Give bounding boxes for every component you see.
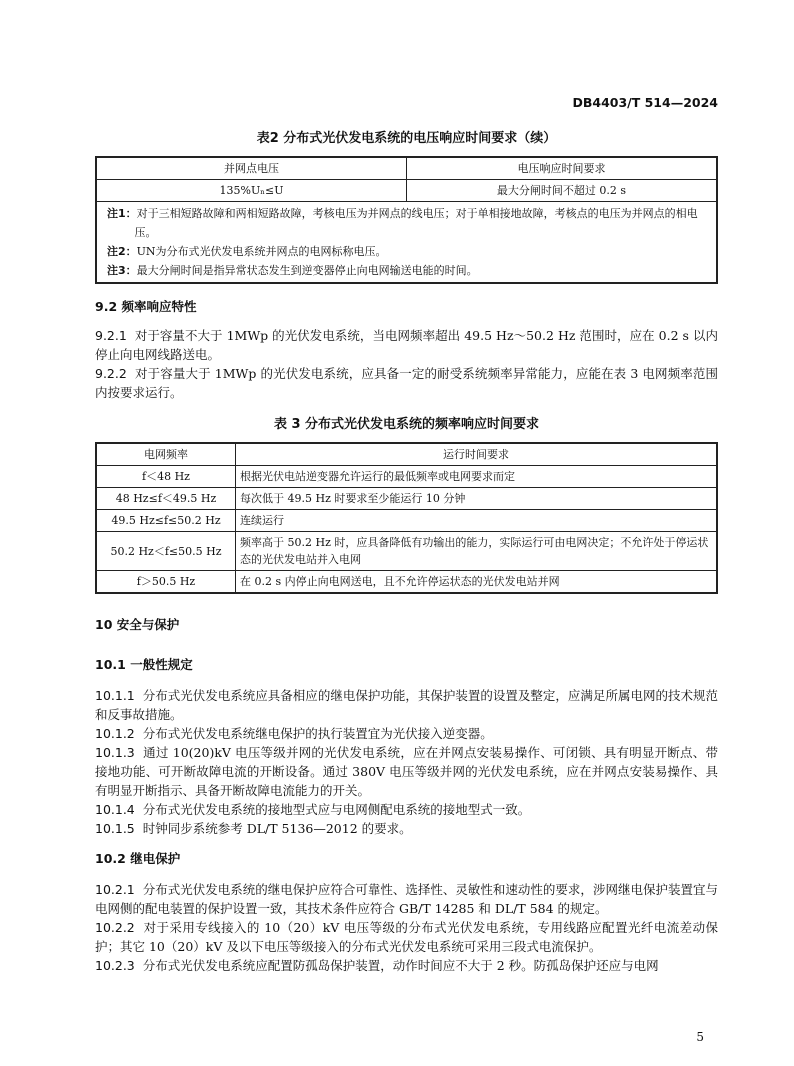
paragraph: [95, 724, 718, 743]
table-row: [96, 466, 717, 488]
clause-text: 对于采用专线接入的 10（20）kV 电压等级的分布式光伏发电系统，专用线路应配置光纤电流差动保护；其它 10（20）kV 及以下电压等级接入的分布式光伏发电系统可采用三段式电流保护。: [95, 920, 718, 954]
table-cell: 根据光伏电站逆变器允许运行的最低频率或电网要求而定: [236, 466, 718, 488]
table-header: 电网频率: [96, 443, 236, 466]
clause-number: 10.2.3: [95, 958, 135, 973]
note-text: 对于三相短路故障和两相短路故障，考核电压为并网点的线电压；对于单相接地故障，考核点的电压为并网点的相电压。: [134, 207, 698, 239]
section-10-1-body: [95, 686, 718, 838]
note-label: 注2：: [107, 245, 137, 258]
table2-title: 表2 分布式光伏发电系统的电压响应时间要求（续）: [256, 131, 557, 146]
table3-title: 表 3 分布式光伏发电系统的频率响应时间要求: [273, 417, 540, 432]
paragraph: [95, 956, 718, 975]
table-cell: 49.5 Hz≤f≤50.2 Hz: [96, 510, 236, 532]
clause-text: 分布式光伏发电系统继电保护的执行装置宜为光伏接入逆变器。: [142, 726, 493, 741]
table-row: [96, 532, 717, 571]
clause-number: 10.1.3: [95, 745, 135, 760]
note-label: 注1：: [107, 207, 137, 220]
clause-text: 对于容量不大于 1MWp 的光伏发电系统，当电网频率超出 49.5 Hz～50.2 Hz 范围时，应在 0.2 s 以内停止向电网线路送电。: [95, 328, 718, 362]
table-cell: 50.2 Hz＜f≤50.5 Hz: [96, 532, 236, 571]
table-row: [96, 488, 717, 510]
section-heading: 10.2 继电保护: [95, 851, 181, 866]
table-cell: 135%Uₙ≤U: [96, 180, 407, 202]
clause-text: 分布式光伏发电系统应具备相应的继电保护功能，其保护装置的设置及整定，应满足所属电网的技术规范和反事故措施。: [95, 688, 718, 722]
clause-text: 分布式光伏发电系统的继电保护应符合可靠性、选择性、灵敏性和速动性的要求，涉网继电保护装置宜与电网侧的配电装置的保护设置一致，其技术条件应符合 GB/T 14285 和 DL/T 584 的规定。: [95, 882, 718, 916]
section-heading: 10 安全与保护: [95, 617, 180, 632]
paragraph: [95, 326, 718, 364]
clause-text: 时钟同步系统参考 DL/T 5136—2012 的要求。: [142, 821, 412, 836]
table-cell: f＜48 Hz: [96, 466, 236, 488]
clause-number: 10.2.1: [95, 882, 135, 897]
table2: [95, 156, 718, 284]
clause-text: 分布式光伏发电系统应配置防孤岛保护装置，动作时间应不大于 2 秒。防孤岛保护还应与电网: [142, 958, 659, 973]
table-cell: 每次低于 49.5 Hz 时要求至少能运行 10 分钟: [236, 488, 718, 510]
table-row: [96, 571, 717, 594]
clause-number: 10.1.1: [95, 688, 135, 703]
table-cell: 48 Hz≤f＜49.5 Hz: [96, 488, 236, 510]
paragraph: [95, 743, 718, 800]
section-heading: 10.1 一般性规定: [95, 657, 193, 672]
clause-text: 通过 10(20)kV 电压等级并网的光伏发电系统，应在并网点安装易操作、可闭锁、具有明显开断点、带接地功能、可开断故障电流的开断设备。通过 380V 电压等级并网的光伏发电系统，应在并网点安装易操作、具有明显开断指示、具备开断故障电流能力的开关。: [95, 745, 718, 798]
table-cell: 最大分闸时间不超过 0.2 s: [407, 180, 718, 202]
table-cell: 频率高于 50.2 Hz 时，应具备降低有功输出的能力，实际运行可由电网决定；不允许处于停运状态的光伏发电站并入电网: [236, 532, 718, 571]
table-row: [96, 510, 717, 532]
note-text: UN为分布式光伏发电系统并网点的电网标称电压。: [136, 245, 387, 258]
clause-number: 10.2.2: [95, 920, 135, 935]
table-notes: [96, 202, 717, 284]
table-row: [96, 180, 717, 202]
table-header: 运行时间要求: [236, 443, 718, 466]
table-header: 并网点电压: [96, 157, 407, 180]
note-text: 最大分闸时间是指异常状态发生到逆变器停止向电网输送电能的时间。: [136, 264, 478, 277]
table-cell: f＞50.5 Hz: [96, 571, 236, 594]
clause-number: 10.1.4: [95, 802, 135, 817]
clause-text: 对于容量大于 1MWp 的光伏发电系统，应具备一定的耐受系统频率异常能力，应能在表 3 电网频率范围内按要求运行。: [95, 366, 719, 400]
clause-number: 10.1.5: [95, 821, 135, 836]
paragraph: [95, 918, 718, 956]
table-header: 电压响应时间要求: [407, 157, 718, 180]
document-code: DB4403/T 514—2024: [572, 95, 718, 110]
section-10-2-body: [95, 880, 718, 975]
paragraph: [95, 880, 718, 918]
page-content: [95, 130, 718, 975]
clause-number: 9.2.2: [95, 366, 127, 381]
paragraph: [95, 364, 718, 402]
section-heading: 9.2 频率响应特性: [95, 299, 197, 314]
table-cell: 在 0.2 s 内停止向电网送电，且不允许停运状态的光伏发电站并网: [236, 571, 718, 594]
clause-number: 10.1.2: [95, 726, 135, 741]
paragraph: [95, 686, 718, 724]
clause-text: 分布式光伏发电系统的接地型式应与电网侧配电系统的接地型式一致。: [142, 802, 531, 817]
page-number: 5: [696, 1030, 704, 1044]
note-label: 注3：: [107, 264, 137, 277]
table3: [95, 442, 718, 594]
paragraph: [95, 800, 718, 819]
paragraph: [95, 819, 718, 838]
table-cell: 连续运行: [236, 510, 718, 532]
clause-number: 9.2.1: [95, 328, 127, 343]
